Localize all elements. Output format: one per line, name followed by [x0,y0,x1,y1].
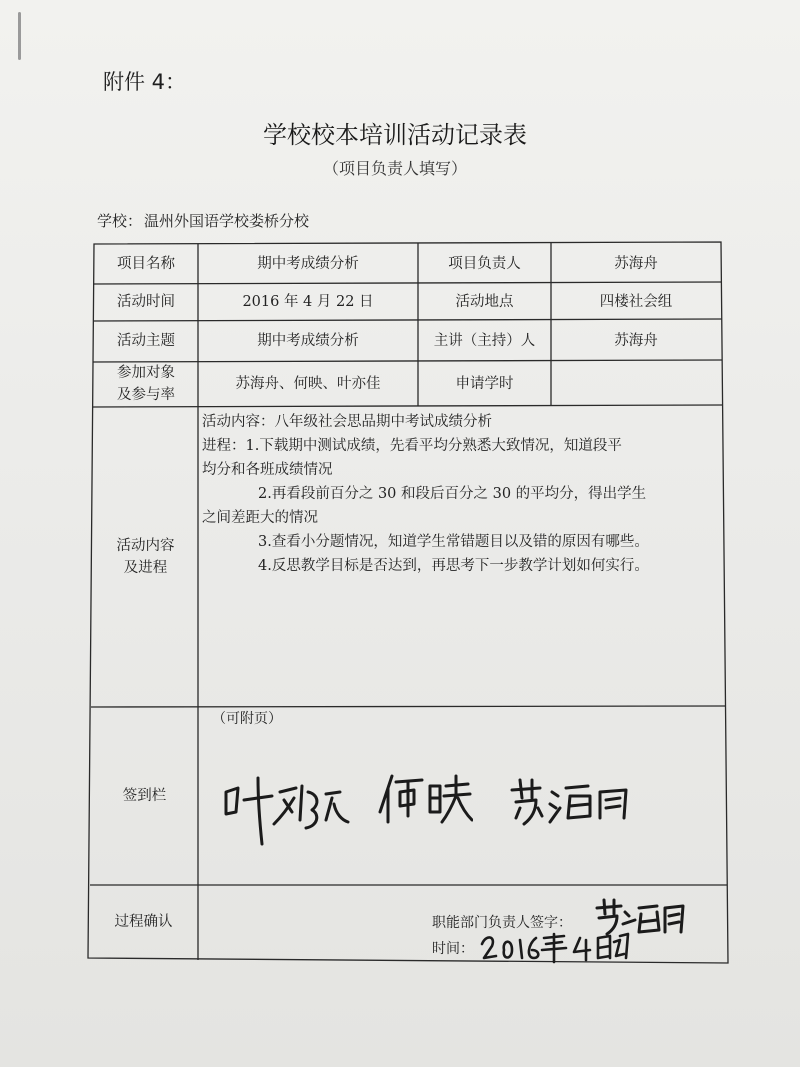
school-line [97,210,311,231]
attachment-label: 附件 4： [103,70,187,94]
content-line: 之间差距大的情况 [202,510,318,526]
project-name-value: 期中考成绩分析 [257,256,359,272]
content-process-label-line2: 及进程 [123,560,168,576]
handwritten-date [480,930,630,966]
participants-value: 苏海舟、何映、叶亦佳 [235,376,381,392]
content-process-text [202,410,722,578]
content-line: 3.查看小分题情况，知道学生常错题目以及错的原因有哪些。 [258,534,649,550]
school-label: 学校： [97,212,143,230]
activity-location-label: 活动地点 [455,294,514,310]
signature-he-ying [378,772,473,827]
process-confirm-label: 过程确认 [114,914,173,930]
credit-hours-label: 申请学时 [455,376,514,392]
content-line: 活动内容：八年级社会思品期中考试成绩分析 [202,414,492,430]
confirm-time-label: 时间： [432,941,474,957]
participants-label [95,362,197,406]
project-leader-value: 苏海舟 [614,256,658,272]
activity-location-value: 四楼社会组 [599,294,673,310]
credit-hours-value [552,362,720,406]
document-subtitle: （项目负责人填写） [322,159,467,178]
paper-edge-mark [18,12,21,60]
signature-su-haizhou [510,778,630,828]
activity-theme-value: 期中考成绩分析 [257,333,359,349]
project-name-label: 项目名称 [117,256,175,272]
content-line: 2.再看段前百分之 30 和段后百分之 30 的平均分，得出学生 [258,486,647,502]
content-process-label [94,408,197,706]
document-title: 学校校本培训活动记录表 [263,121,527,149]
speaker-value: 苏海舟 [614,333,658,349]
department-sign-label: 职能部门负责人签字： [432,915,572,931]
activity-time-label: 活动时间 [117,294,175,310]
participants-label-line2: 及参与率 [117,387,175,403]
activity-time-value: 2016 年 4 月 22 日 [242,294,374,310]
content-process-label-line1: 活动内容 [116,538,175,554]
content-line: 进程：1.下载期中测试成绩，先看平均分熟悉大致情况，知道段平 [202,438,622,454]
project-leader-label: 项目负责人 [448,256,521,272]
signature-ye-yijia [222,770,352,850]
content-line: 4.反思教学目标是否达到，再思考下一步教学计划如何实行。 [258,558,649,574]
attach-page-note: （可附页） [212,711,282,727]
content-line: 均分和各班成绩情况 [202,462,333,478]
sign-in-label: 签到栏 [122,788,167,804]
school-name: 温州外国语学校娄桥分校 [144,212,310,230]
participants-label-line1: 参加对象 [117,365,175,381]
speaker-label: 主讲（主持）人 [433,333,536,349]
activity-theme-label: 活动主题 [117,333,175,349]
